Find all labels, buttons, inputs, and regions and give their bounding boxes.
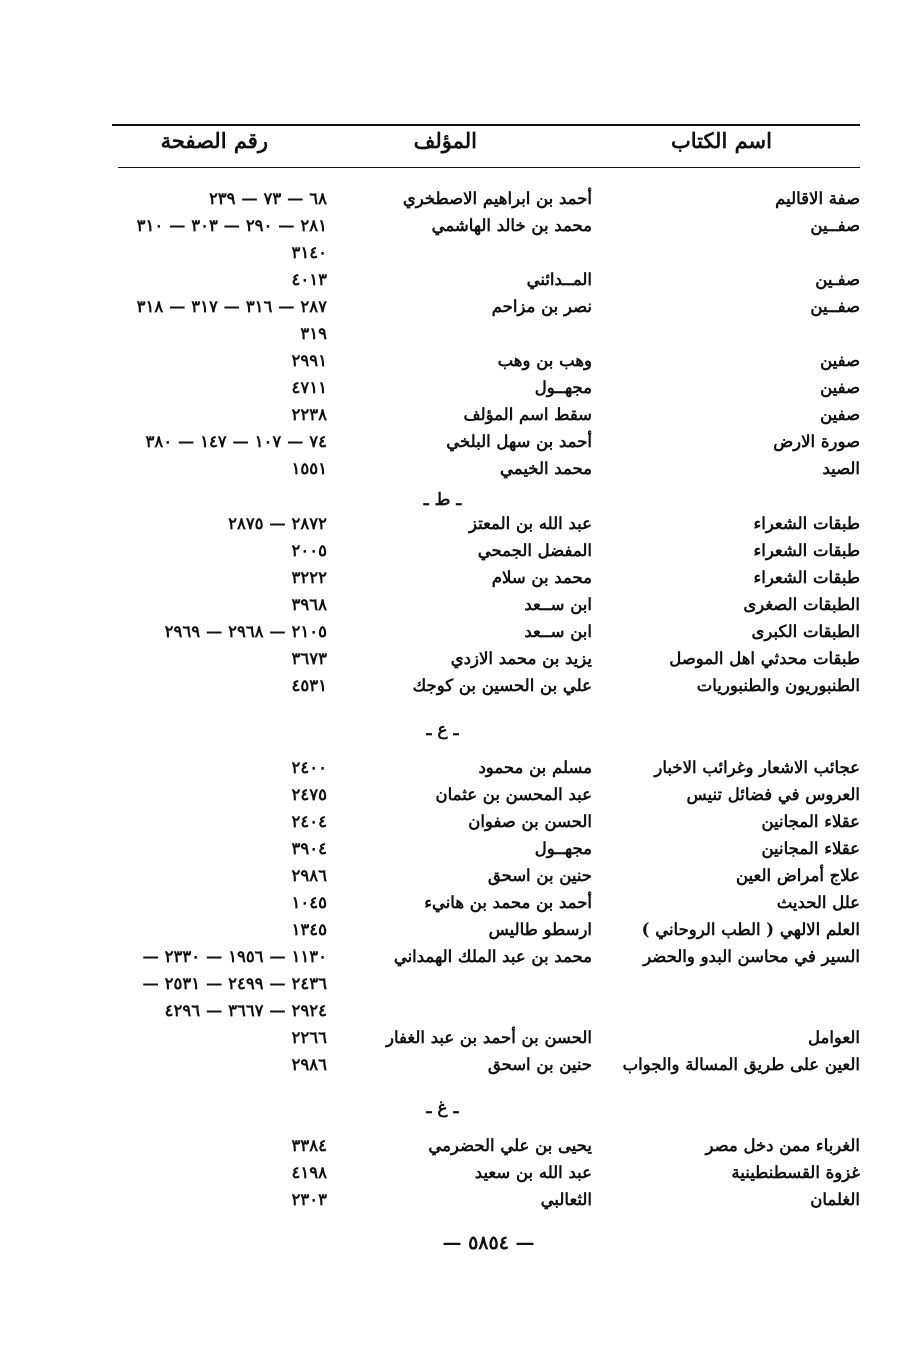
index-row [0,622,905,649]
header-top-rule [112,124,860,126]
book-author: الثعالبي [540,1190,592,1209]
index-row [0,1028,905,1055]
section-heading-ghain [0,1098,905,1118]
page-refs: ٣٢٢٢ [291,568,327,587]
book-title: الطبقات الكبرى [751,622,860,641]
book-author: علي بن الحسين بن كوجك [412,676,592,695]
index-row [0,785,905,812]
index-row [0,1001,905,1028]
page-refs: ٢٤٣٦ — ٢٤٩٩ — ٢٥٣١ — [142,974,327,993]
page-refs: ٢٨٧٢ — ٢٨٧٥ [228,514,327,533]
page-refs: ١١٣٠ — ١٩٥٦ — ٢٣٣٠ — [142,947,327,966]
book-author: أحمد بن ابراهيم الاصطخري [402,189,592,208]
book-title: علل الحديث [776,893,860,912]
page-refs: ٢٢٣٨ [291,405,327,424]
book-title: العين على طريق المسالة والجواب [622,1055,860,1074]
index-row [0,243,905,270]
index-row [0,405,905,432]
page-refs: ١٣٤٥ [291,920,327,939]
book-author: عبد المحسن بن عثمان [435,785,592,804]
book-author: ابن ســعد [524,595,592,614]
page-refs: ٤٥٣١ [291,676,327,695]
index-row [0,568,905,595]
index-row [0,541,905,568]
section-label: ـ ع ـ [426,720,459,740]
index-row [0,189,905,216]
index-row [0,947,905,974]
book-title: صفة الاقاليم [775,189,860,208]
index-row [0,1163,905,1190]
index-row [0,514,905,541]
book-title: غزوة القسطنطينية [731,1163,860,1182]
book-title: عقلاء المجانين [761,839,860,858]
header-page-number: رقم الصفحة [160,128,268,153]
book-title: عقلاء المجانين [761,812,860,831]
book-title: العلم الالهي ( الطب الروحاني ) [641,920,860,939]
footer-page-number: — ٥٨٥٤ — [442,1232,535,1254]
book-title: علاج أمراض العين [736,866,860,885]
book-author: محمد بن عبد الملك الهمداني [393,947,592,966]
book-author: نصر بن مزاحم [491,297,592,316]
section-heading-ta [0,490,905,510]
page-refs: ٢٩٨٦ [291,866,327,885]
section-label: ـ غ ـ [426,1098,459,1118]
book-author: وهب بن وهب [497,351,592,370]
page-refs: ٢٨١ — ٢٩٠ — ٣٠٣ — ٣١٠ [136,216,327,235]
book-title: صفين [820,351,860,370]
page-refs: ٣١٤٠ [291,243,327,262]
page-refs: ٢٠٠٥ [291,541,327,560]
book-author: ارسطو طاليس [488,920,592,939]
header-bottom-rule [118,167,860,168]
index-row [0,893,905,920]
book-author: ابن ســعد [524,622,592,641]
page-refs: ٣٣٨٤ [291,1136,327,1155]
book-title: طبقات الشعراء [753,514,860,533]
book-title: الغرباء ممن دخل مصر [705,1136,860,1155]
index-row [0,839,905,866]
book-author: يحيى بن علي الحضرمي [428,1136,592,1155]
page-refs: ٣٦٧٣ [291,649,327,668]
book-author: محمد الخيمي [500,459,592,478]
page-refs: ٣٩٠٤ [291,839,327,858]
page-refs: ٤٠١٣ [291,270,327,289]
index-row [0,297,905,324]
book-author: الحسن بن أحمد بن عبد الغفار [386,1028,592,1047]
index-row [0,920,905,947]
book-title: طبقات محدثي اهل الموصل [669,649,860,668]
book-author: أحمد بن محمد بن هانيء [424,893,592,912]
page-refs: ٣١٩ [300,324,327,343]
book-title: صفــين [810,297,860,316]
book-title: السير في محاسن البدو والحضر [643,947,860,966]
book-author: سقط اسم المؤلف [463,405,592,424]
index-row [0,595,905,622]
index-row [0,866,905,893]
page-refs: ٢٩٩١ [291,351,327,370]
book-author: المفضل الجمحي [477,541,592,560]
index-row [0,1136,905,1163]
page-refs: ٢٤٧٥ [291,785,327,804]
index-row [0,324,905,351]
page-refs: ٢٨٧ — ٣١٦ — ٣١٧ — ٣١٨ [136,297,327,316]
index-row [0,974,905,1001]
index-row [0,432,905,459]
book-title: الغلمان [810,1190,860,1209]
index-row [0,758,905,785]
section-label: ـ ط ـ [423,490,462,510]
page-refs: ٢٢٦٦ [291,1028,327,1047]
book-title: صفين [820,405,860,424]
page-refs: ١٥٥١ [291,459,327,478]
page-refs: ٧٤ — ١٠٧ — ١٤٧ — ٣٨٠ [145,432,327,451]
page-refs: ٤١٩٨ [291,1163,327,1182]
page-refs: ٢٤٠٤ [291,812,327,831]
header-book-name: اسم الكتاب [670,128,772,153]
book-author: أحمد بن سهل البلخي [446,432,592,451]
index-row [0,1190,905,1217]
page-refs: ٢٤٠٠ [291,758,327,777]
book-author: يزيد بن محمد الازدي [450,649,592,668]
book-title: الطبقات الصغرى [743,595,860,614]
index-row [0,378,905,405]
page-refs: ٣٩٦٨ [291,595,327,614]
page-refs: ١٠٤٥ [291,893,327,912]
page-refs: ٤٧١١ [291,378,327,397]
page-refs: ٦٨ — ٧٣ — ٢٣٩ [208,189,327,208]
page-refs: ٢٩٨٦ [291,1055,327,1074]
book-title: صورة الارض [773,432,860,451]
book-author: مسلم بن محمود [478,758,592,777]
book-title: طبقات الشعراء [753,541,860,560]
book-author: حنين بن اسحق [487,1055,592,1074]
header-author: المؤلف [413,128,477,153]
index-row [0,459,905,486]
book-title: العروس في فضائل تنيس [686,785,860,804]
book-title: صفــين [810,216,860,235]
index-row [0,1055,905,1082]
section-heading-ain [0,720,905,740]
index-row [0,351,905,378]
book-title: طبقات الشعراء [753,568,860,587]
page-refs: ٢١٠٥ — ٢٩٦٨ — ٢٩٦٩ [164,622,327,641]
page-refs: ٢٩٢٤ — ٣٦٦٧ — ٤٢٩٦ [164,1001,327,1020]
index-row [0,270,905,297]
book-author: مجهــول [534,839,592,858]
book-author: المــدائني [526,270,592,289]
index-row [0,649,905,676]
book-author: مجهــول [534,378,592,397]
book-title: صفـين [815,270,860,289]
book-title: عجائب الاشعار وغرائب الاخبار [654,758,860,777]
book-author: محمد بن سلام [491,568,592,587]
index-row [0,676,905,703]
book-author: الحسن بن صفوان [468,812,592,831]
book-title: الطنبوريون والطنبوريات [696,676,860,695]
book-author: محمد بن خالد الهاشمي [431,216,592,235]
book-author: عبد الله بن سعيد [474,1163,592,1182]
book-author: عبد الله بن المعتز [469,514,592,533]
page-footer [0,1232,905,1254]
book-title: العوامل [807,1028,860,1047]
book-title: الصيد [822,459,860,478]
book-author: حنين بن اسحق [487,866,592,885]
index-row [0,812,905,839]
page-refs: ٢٣٠٣ [291,1190,327,1209]
index-row [0,216,905,243]
book-title: صفين [820,378,860,397]
